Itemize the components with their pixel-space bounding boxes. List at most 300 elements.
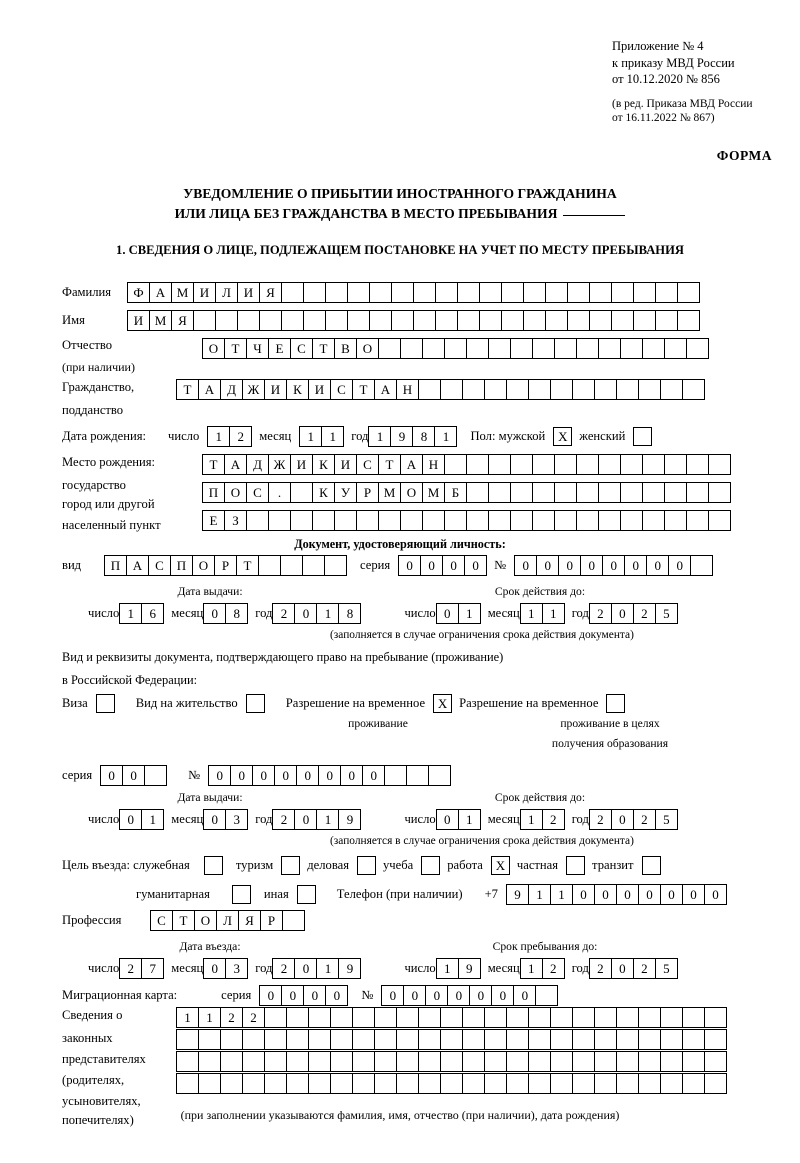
form-cell[interactable]: 2 [633, 809, 656, 830]
form-cell[interactable] [532, 454, 555, 475]
form-cell[interactable] [638, 1073, 661, 1094]
form-cell[interactable]: 0 [203, 809, 226, 830]
form-cell[interactable]: С [246, 482, 269, 503]
form-cell[interactable] [369, 282, 392, 303]
form-cell[interactable]: А [149, 282, 172, 303]
form-cell[interactable] [638, 1051, 661, 1072]
form-cell[interactable] [220, 1073, 243, 1094]
form-cell[interactable] [598, 454, 621, 475]
form-cell[interactable]: 8 [412, 426, 435, 447]
form-cell[interactable] [198, 1073, 221, 1094]
form-cell[interactable]: 2 [242, 1007, 265, 1028]
form-cell[interactable] [642, 338, 665, 359]
form-cell[interactable] [633, 282, 656, 303]
form-cell[interactable]: 8 [225, 603, 248, 624]
form-cell[interactable] [686, 454, 709, 475]
form-cell[interactable]: 0 [274, 765, 297, 786]
form-cell[interactable] [484, 1051, 507, 1072]
form-cell[interactable] [418, 1029, 441, 1050]
form-cell[interactable]: 5 [655, 958, 678, 979]
form-cell[interactable] [488, 338, 511, 359]
form-cell[interactable]: 0 [296, 765, 319, 786]
form-cell[interactable] [418, 1007, 441, 1028]
form-cell[interactable] [391, 310, 414, 331]
form-cell[interactable]: 1 [316, 958, 339, 979]
form-cell[interactable] [567, 310, 590, 331]
form-cell[interactable]: 0 [259, 985, 282, 1006]
form-cell[interactable]: 0 [594, 884, 617, 905]
form-cell[interactable] [444, 510, 467, 531]
form-cell[interactable] [352, 1029, 375, 1050]
form-cell[interactable]: К [286, 379, 309, 400]
purpose-tourism-checkbox[interactable] [281, 856, 299, 875]
form-cell[interactable] [528, 1007, 551, 1028]
form-cell[interactable]: 5 [655, 603, 678, 624]
form-cell[interactable] [466, 510, 489, 531]
form-cell[interactable]: 0 [208, 765, 231, 786]
form-cell[interactable] [708, 510, 731, 531]
form-cell[interactable]: 0 [294, 603, 317, 624]
form-cell[interactable]: П [170, 555, 193, 576]
form-cell[interactable] [280, 555, 303, 576]
form-cell[interactable]: 5 [655, 809, 678, 830]
form-cell[interactable]: 2 [589, 809, 612, 830]
form-cell[interactable]: В [334, 338, 357, 359]
form-cell[interactable]: Н [422, 454, 445, 475]
form-cell[interactable] [664, 510, 687, 531]
form-cell[interactable]: 1 [316, 603, 339, 624]
form-cell[interactable] [633, 310, 656, 331]
form-cell[interactable] [501, 310, 524, 331]
form-cell[interactable]: 0 [381, 985, 404, 1006]
stay-month-cells[interactable] [520, 958, 564, 979]
form-cell[interactable] [616, 1073, 639, 1094]
form-cell[interactable] [391, 282, 414, 303]
form-cell[interactable]: 1 [176, 1007, 199, 1028]
form-cell[interactable]: 0 [119, 809, 142, 830]
birthplace-city-line1-cells[interactable] [202, 482, 730, 503]
birth-day-cells[interactable] [207, 426, 251, 447]
form-cell[interactable] [554, 338, 577, 359]
form-cell[interactable]: 9 [506, 884, 529, 905]
form-cell[interactable]: 0 [436, 809, 459, 830]
form-cell[interactable]: 2 [229, 426, 252, 447]
form-cell[interactable] [347, 310, 370, 331]
form-cell[interactable] [356, 510, 379, 531]
migration-number-cells[interactable] [381, 985, 557, 1006]
form-cell[interactable] [704, 1051, 727, 1072]
purpose-private-checkbox[interactable] [566, 856, 584, 875]
doc-valid-year-cells[interactable] [589, 603, 677, 624]
permit-valid-year-cells[interactable] [589, 809, 677, 830]
form-cell[interactable]: 0 [580, 555, 603, 576]
form-cell[interactable] [506, 1007, 529, 1028]
form-cell[interactable]: 0 [442, 555, 465, 576]
form-cell[interactable]: 0 [122, 765, 145, 786]
form-cell[interactable]: 9 [458, 958, 481, 979]
entry-day-cells[interactable] [119, 958, 163, 979]
form-cell[interactable] [204, 856, 223, 875]
form-cell[interactable] [325, 282, 348, 303]
form-cell[interactable] [325, 310, 348, 331]
form-cell[interactable] [264, 1029, 287, 1050]
form-cell[interactable]: А [198, 379, 221, 400]
form-cell[interactable]: 1 [528, 884, 551, 905]
form-cell[interactable]: И [127, 310, 150, 331]
form-cell[interactable] [620, 482, 643, 503]
form-cell[interactable] [506, 1073, 529, 1094]
permit-valid-month-cells[interactable] [520, 809, 564, 830]
form-cell[interactable]: П [202, 482, 225, 503]
form-cell[interactable] [396, 1073, 419, 1094]
form-cell[interactable] [303, 282, 326, 303]
form-cell[interactable] [268, 510, 291, 531]
form-cell[interactable]: И [237, 282, 260, 303]
form-cell[interactable] [576, 510, 599, 531]
form-cell[interactable] [506, 1051, 529, 1072]
form-cell[interactable] [642, 454, 665, 475]
form-cell[interactable]: 1 [141, 809, 164, 830]
form-cell[interactable] [176, 1051, 199, 1072]
form-cell[interactable] [616, 379, 639, 400]
form-cell[interactable]: 0 [281, 985, 304, 1006]
form-cell[interactable] [312, 510, 335, 531]
form-cell[interactable]: 1 [434, 426, 457, 447]
form-cell[interactable]: Х [433, 694, 452, 713]
form-cell[interactable] [444, 454, 467, 475]
form-cell[interactable] [528, 379, 551, 400]
form-cell[interactable] [682, 1007, 705, 1028]
form-cell[interactable] [572, 1051, 595, 1072]
form-cell[interactable] [535, 985, 558, 1006]
form-cell[interactable]: О [194, 910, 217, 931]
form-cell[interactable]: 1 [119, 603, 142, 624]
form-cell[interactable] [396, 1007, 419, 1028]
form-cell[interactable]: 0 [616, 884, 639, 905]
form-cell[interactable]: 1 [520, 603, 543, 624]
form-cell[interactable]: Я [171, 310, 194, 331]
form-cell[interactable]: З [224, 510, 247, 531]
form-cell[interactable] [281, 856, 300, 875]
form-cell[interactable] [484, 1029, 507, 1050]
doc-issue-day-cells[interactable] [119, 603, 163, 624]
form-cell[interactable] [352, 1007, 375, 1028]
form-cell[interactable] [572, 1007, 595, 1028]
form-cell[interactable] [532, 482, 555, 503]
form-cell[interactable] [440, 379, 463, 400]
form-cell[interactable] [576, 338, 599, 359]
form-cell[interactable]: Ч [246, 338, 269, 359]
form-cell[interactable]: 0 [611, 809, 634, 830]
form-cell[interactable]: И [264, 379, 287, 400]
form-cell[interactable] [198, 1029, 221, 1050]
form-cell[interactable] [259, 310, 282, 331]
form-cell[interactable]: 0 [403, 985, 426, 1006]
form-cell[interactable] [686, 510, 709, 531]
form-cell[interactable]: 0 [514, 555, 537, 576]
form-cell[interactable]: М [422, 482, 445, 503]
form-cell[interactable] [638, 1007, 661, 1028]
purpose-humanitarian-checkbox[interactable] [232, 885, 250, 904]
form-cell[interactable]: 2 [542, 958, 565, 979]
purpose-service-checkbox[interactable] [204, 856, 222, 875]
form-cell[interactable]: 1 [436, 958, 459, 979]
form-cell[interactable]: 0 [638, 884, 661, 905]
form-cell[interactable]: Т [312, 338, 335, 359]
form-cell[interactable]: 0 [469, 985, 492, 1006]
form-cell[interactable] [400, 510, 423, 531]
form-cell[interactable] [422, 338, 445, 359]
form-cell[interactable] [440, 1029, 463, 1050]
form-cell[interactable] [594, 1029, 617, 1050]
form-cell[interactable]: О [202, 338, 225, 359]
form-cell[interactable]: А [224, 454, 247, 475]
form-cell[interactable]: 2 [220, 1007, 243, 1028]
form-cell[interactable] [479, 282, 502, 303]
form-cell[interactable] [374, 1073, 397, 1094]
form-cell[interactable] [334, 510, 357, 531]
form-cell[interactable]: 0 [436, 603, 459, 624]
form-cell[interactable] [330, 1029, 353, 1050]
entry-month-cells[interactable] [203, 958, 247, 979]
form-cell[interactable]: 1 [458, 809, 481, 830]
doc-issue-year-cells[interactable] [272, 603, 360, 624]
form-cell[interactable] [576, 454, 599, 475]
form-cell[interactable] [457, 282, 480, 303]
form-cell[interactable]: 2 [272, 958, 295, 979]
form-cell[interactable] [664, 482, 687, 503]
form-cell[interactable] [418, 1051, 441, 1072]
form-cell[interactable] [413, 310, 436, 331]
form-cell[interactable]: 1 [198, 1007, 221, 1028]
permit-number-cells[interactable] [208, 765, 450, 786]
form-cell[interactable] [232, 885, 251, 904]
form-cell[interactable] [506, 1029, 529, 1050]
form-cell[interactable]: К [312, 454, 335, 475]
form-cell[interactable] [682, 1029, 705, 1050]
form-cell[interactable] [246, 510, 269, 531]
form-cell[interactable] [479, 310, 502, 331]
form-cell[interactable]: 0 [425, 985, 448, 1006]
form-cell[interactable] [302, 555, 325, 576]
form-cell[interactable] [286, 1007, 309, 1028]
edu-residence-checkbox[interactable] [606, 694, 624, 713]
form-cell[interactable] [660, 1007, 683, 1028]
form-cell[interactable] [281, 282, 304, 303]
form-cell[interactable] [506, 379, 529, 400]
form-cell[interactable] [176, 1029, 199, 1050]
legal-line2-cells[interactable] [176, 1029, 726, 1050]
form-cell[interactable] [193, 310, 216, 331]
birthplace-state-cells[interactable] [202, 454, 730, 475]
form-cell[interactable] [620, 338, 643, 359]
form-cell[interactable] [242, 1051, 265, 1072]
form-cell[interactable] [660, 1073, 683, 1094]
form-cell[interactable] [566, 856, 585, 875]
form-cell[interactable] [554, 510, 577, 531]
form-cell[interactable] [286, 1073, 309, 1094]
form-cell[interactable]: 0 [203, 603, 226, 624]
form-cell[interactable] [620, 510, 643, 531]
form-cell[interactable] [686, 338, 709, 359]
legal-line1-cells[interactable] [176, 1007, 726, 1028]
form-cell[interactable] [510, 454, 533, 475]
form-cell[interactable]: 0 [611, 603, 634, 624]
form-cell[interactable]: 1 [542, 603, 565, 624]
form-cell[interactable] [611, 282, 634, 303]
form-cell[interactable]: Т [224, 338, 247, 359]
form-cell[interactable]: А [374, 379, 397, 400]
form-cell[interactable]: Т [236, 555, 259, 576]
citizenship-cells[interactable] [176, 379, 704, 400]
form-cell[interactable] [598, 510, 621, 531]
visa-checkbox[interactable] [96, 694, 114, 713]
form-cell[interactable] [308, 1029, 331, 1050]
form-cell[interactable] [690, 555, 713, 576]
form-cell[interactable] [428, 765, 451, 786]
form-cell[interactable] [347, 282, 370, 303]
form-cell[interactable] [457, 310, 480, 331]
form-cell[interactable] [664, 338, 687, 359]
form-cell[interactable] [440, 1073, 463, 1094]
form-cell[interactable] [655, 310, 678, 331]
form-cell[interactable] [598, 338, 621, 359]
form-cell[interactable]: 2 [589, 958, 612, 979]
form-cell[interactable]: Т [202, 454, 225, 475]
form-cell[interactable] [220, 1051, 243, 1072]
form-cell[interactable] [677, 310, 700, 331]
entry-year-cells[interactable] [272, 958, 360, 979]
form-cell[interactable] [242, 1029, 265, 1050]
form-cell[interactable]: 0 [318, 765, 341, 786]
form-cell[interactable] [660, 1051, 683, 1072]
form-cell[interactable]: 1 [458, 603, 481, 624]
form-cell[interactable] [550, 379, 573, 400]
form-cell[interactable] [620, 454, 643, 475]
form-cell[interactable]: 0 [398, 555, 421, 576]
purpose-work-checkbox[interactable] [491, 856, 509, 875]
form-cell[interactable]: К [312, 482, 335, 503]
birthplace-city-line2-cells[interactable] [202, 510, 730, 531]
form-cell[interactable] [616, 1051, 639, 1072]
sex-male-checkbox[interactable] [553, 427, 571, 446]
sex-female-checkbox[interactable] [633, 427, 651, 446]
doc-kind-cells[interactable] [104, 555, 346, 576]
form-cell[interactable]: С [330, 379, 353, 400]
form-cell[interactable]: Ф [127, 282, 150, 303]
form-cell[interactable] [484, 1007, 507, 1028]
form-cell[interactable]: 3 [225, 958, 248, 979]
form-cell[interactable]: 0 [646, 555, 669, 576]
form-cell[interactable] [708, 482, 731, 503]
form-cell[interactable]: 0 [303, 985, 326, 1006]
form-cell[interactable] [528, 1051, 551, 1072]
form-cell[interactable] [462, 1073, 485, 1094]
form-cell[interactable]: 0 [340, 765, 363, 786]
form-cell[interactable] [594, 1007, 617, 1028]
form-cell[interactable]: 2 [272, 603, 295, 624]
form-cell[interactable]: Л [216, 910, 239, 931]
form-cell[interactable]: Д [220, 379, 243, 400]
form-cell[interactable] [633, 427, 652, 446]
form-cell[interactable]: А [126, 555, 149, 576]
form-cell[interactable] [572, 1029, 595, 1050]
form-cell[interactable] [444, 338, 467, 359]
form-cell[interactable] [400, 338, 423, 359]
form-cell[interactable]: И [193, 282, 216, 303]
purpose-other-checkbox[interactable] [297, 885, 315, 904]
form-cell[interactable] [554, 454, 577, 475]
form-cell[interactable]: 1 [321, 426, 344, 447]
form-cell[interactable] [374, 1051, 397, 1072]
doc-number-cells[interactable] [514, 555, 712, 576]
form-cell[interactable] [286, 1029, 309, 1050]
form-cell[interactable] [242, 1073, 265, 1094]
form-cell[interactable]: 0 [558, 555, 581, 576]
form-cell[interactable] [616, 1029, 639, 1050]
form-cell[interactable] [677, 282, 700, 303]
form-cell[interactable] [303, 310, 326, 331]
form-cell[interactable] [290, 510, 313, 531]
form-cell[interactable]: 0 [294, 958, 317, 979]
form-cell[interactable] [523, 282, 546, 303]
form-cell[interactable]: Ж [268, 454, 291, 475]
form-cell[interactable]: 2 [633, 603, 656, 624]
form-cell[interactable] [642, 510, 665, 531]
form-cell[interactable]: 2 [119, 958, 142, 979]
form-cell[interactable]: 0 [420, 555, 443, 576]
form-cell[interactable]: 0 [491, 985, 514, 1006]
form-cell[interactable] [396, 1051, 419, 1072]
form-cell[interactable] [682, 1073, 705, 1094]
form-cell[interactable] [528, 1073, 551, 1094]
form-cell[interactable]: М [378, 482, 401, 503]
form-cell[interactable]: Р [356, 482, 379, 503]
stay-day-cells[interactable] [436, 958, 480, 979]
form-cell[interactable]: 1 [207, 426, 230, 447]
form-cell[interactable] [660, 1029, 683, 1050]
form-cell[interactable]: 0 [668, 555, 691, 576]
doc-valid-month-cells[interactable] [520, 603, 564, 624]
form-cell[interactable] [660, 379, 683, 400]
patronymic-cells[interactable] [202, 338, 708, 359]
form-cell[interactable] [258, 555, 281, 576]
form-cell[interactable]: 1 [299, 426, 322, 447]
form-cell[interactable] [528, 1029, 551, 1050]
form-cell[interactable] [554, 482, 577, 503]
permit-issue-month-cells[interactable] [203, 809, 247, 830]
form-cell[interactable]: 0 [572, 884, 595, 905]
form-cell[interactable] [176, 1073, 199, 1094]
form-cell[interactable] [510, 510, 533, 531]
form-cell[interactable]: . [268, 482, 291, 503]
form-cell[interactable] [324, 555, 347, 576]
form-cell[interactable] [435, 282, 458, 303]
form-cell[interactable] [462, 1029, 485, 1050]
form-cell[interactable]: О [224, 482, 247, 503]
purpose-business-checkbox[interactable] [357, 856, 375, 875]
form-cell[interactable] [352, 1051, 375, 1072]
form-cell[interactable] [523, 310, 546, 331]
form-cell[interactable] [704, 1029, 727, 1050]
form-cell[interactable] [374, 1007, 397, 1028]
form-cell[interactable]: 0 [447, 985, 470, 1006]
form-cell[interactable] [642, 482, 665, 503]
form-cell[interactable] [682, 1051, 705, 1072]
form-cell[interactable]: 0 [611, 958, 634, 979]
profession-cells[interactable] [150, 910, 304, 931]
form-cell[interactable]: 0 [704, 884, 727, 905]
